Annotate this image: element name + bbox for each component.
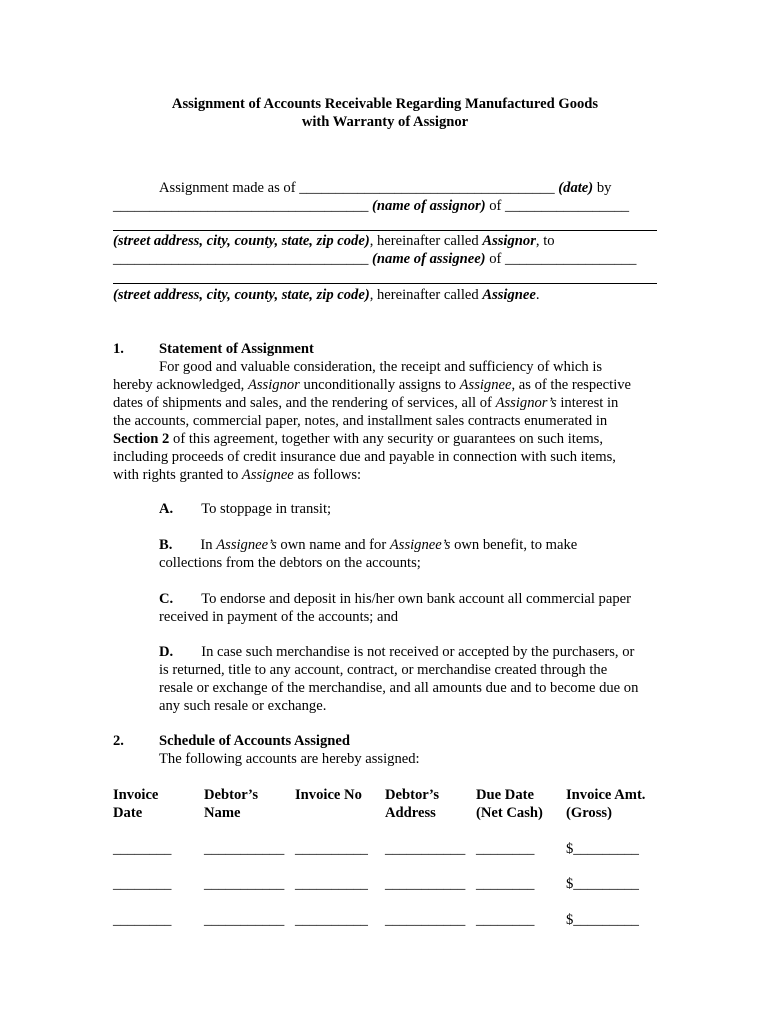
hereinafter-text: , hereinafter called xyxy=(369,233,479,249)
blank-invoice-date[interactable]: ________ xyxy=(113,912,172,928)
blank-debtor-address[interactable]: ___________ xyxy=(385,912,466,928)
s1-line-2: hereby acknowledged, Assignor unconditionally assigns to Assignee, as of the respective xyxy=(113,377,632,393)
to-text: , to xyxy=(535,233,555,249)
section-1-number: 1. xyxy=(113,341,124,357)
assignee-name-blank[interactable]: ___________________________________ xyxy=(113,251,369,267)
col-header-invoice-date: Invoice Date xyxy=(113,787,159,821)
col-header-debtor-name: Debtor’s Name xyxy=(204,787,259,821)
intro-line-4 xyxy=(113,250,636,268)
title-line-1: Assignment of Accounts Receivable Regarding Manufactured Goods xyxy=(171,96,599,112)
made-as-of-text: Assignment made as of xyxy=(159,180,296,196)
assignor-address-label: (street address, city, county, state, zip code) xyxy=(113,233,370,249)
intro-line-5 xyxy=(113,286,540,304)
s1-line-6: including proceeds of credit insurance due and payable in connection with such items, xyxy=(113,449,616,465)
blank-debtor-name[interactable]: ___________ xyxy=(204,841,285,857)
period: . xyxy=(535,287,540,303)
assignor-name-blank[interactable]: ___________________________________ xyxy=(113,198,369,214)
assignee-address-blank-1[interactable]: __________________ xyxy=(505,251,637,267)
item-b: B. In Assignee’s own name and for Assignee’s own benefit, to make collections from the debtors on the accounts; xyxy=(159,536,659,572)
blank-invoice-amt[interactable]: $_________ xyxy=(566,841,639,857)
item-d: D. In case such merchandise is not received or accepted by the purchasers, or is returned, title to any account, contract, or merchandise created through the resale or exchange of the merchandise, and all amounts due and to become due on any such resale or exchange. xyxy=(159,643,659,715)
title-line-2: with Warranty of Assignor xyxy=(301,114,469,130)
intro-line-1 xyxy=(159,179,611,197)
blank-invoice-date[interactable]: ________ xyxy=(113,841,172,857)
item-a-letter: A. xyxy=(159,501,174,517)
col-header-invoice-amt: Invoice Amt. (Gross) xyxy=(566,787,646,821)
s1-line-3: dates of shipments and sales, and the rendering of services, all of Assignor’s interest in xyxy=(113,395,619,411)
s1-line-1: For good and valuable consideration, the receipt and sufficiency of which is xyxy=(159,359,603,375)
intro-line-2 xyxy=(113,197,629,215)
blank-invoice-amt[interactable]: $_________ xyxy=(566,912,639,928)
assignee-address-rule[interactable] xyxy=(113,283,657,284)
date-label: (date) xyxy=(558,180,594,196)
section-1-body xyxy=(113,358,658,484)
blank-invoice-no[interactable]: __________ xyxy=(295,876,368,892)
blank-invoice-no[interactable]: __________ xyxy=(295,841,368,857)
item-d-text-4: any such resale or exchange. xyxy=(159,698,327,714)
item-b-letter: B. xyxy=(159,537,173,553)
section-1-heading: Statement of Assignment xyxy=(159,341,314,357)
assignee-address-label: (street address, city, county, state, zip code) xyxy=(113,287,370,303)
blank-due-date[interactable]: ________ xyxy=(476,912,535,928)
item-a-text: To stoppage in transit; xyxy=(201,501,332,517)
of-text-2: of xyxy=(489,251,502,267)
blank-due-date[interactable]: ________ xyxy=(476,876,535,892)
item-c-letter: C. xyxy=(159,591,174,607)
s1-line-7: with rights granted to Assignee as follows: xyxy=(113,467,362,483)
blank-due-date[interactable]: ________ xyxy=(476,841,535,857)
s1-line-5: Section 2 of this agreement, together with any security or guarantees on such items, xyxy=(113,431,603,447)
item-b-text-2: collections from the debtors on the accounts; xyxy=(159,555,421,571)
assignor-term: Assignor xyxy=(482,233,536,249)
col-header-debtor-address: Debtor’s Address xyxy=(385,787,440,821)
item-d-letter: D. xyxy=(159,644,174,660)
item-d-text-3: resale or exchange of the merchandise, and all amounts due and to become due on xyxy=(159,680,639,696)
blank-invoice-date[interactable]: ________ xyxy=(113,876,172,892)
date-blank[interactable]: ___________________________________ xyxy=(299,180,555,196)
item-c: C. To endorse and deposit in his/her own bank account all commercial paper received in payment of the accounts; and xyxy=(159,590,659,626)
section-2-heading: Schedule of Accounts Assigned xyxy=(159,733,350,749)
document-title xyxy=(0,95,770,131)
s1-line-4: the accounts, commercial paper, notes, and installment sales contracts enumerated in xyxy=(113,413,608,429)
blank-debtor-name[interactable]: ___________ xyxy=(204,912,285,928)
blank-debtor-address[interactable]: ___________ xyxy=(385,876,466,892)
section-2-intro: The following accounts are hereby assigned: xyxy=(159,751,420,767)
blank-invoice-amt[interactable]: $_________ xyxy=(566,876,639,892)
blank-debtor-name[interactable]: ___________ xyxy=(204,876,285,892)
assignor-name-label: (name of assignor) xyxy=(372,198,486,214)
col-header-invoice-no: Invoice No xyxy=(295,787,362,803)
assignor-address-rule[interactable] xyxy=(113,230,657,231)
col-header-due-date: Due Date (Net Cash) xyxy=(476,787,543,821)
blank-invoice-no[interactable]: __________ xyxy=(295,912,368,928)
assignee-term: Assignee xyxy=(482,287,536,303)
assignee-name-label: (name of assignee) xyxy=(372,251,486,267)
hereinafter-text-2: , hereinafter called xyxy=(369,287,479,303)
assignor-address-blank-1[interactable]: _________________ xyxy=(505,198,630,214)
item-a xyxy=(159,500,659,518)
intro-line-3 xyxy=(113,232,555,250)
by-text: by xyxy=(596,180,612,196)
blank-debtor-address[interactable]: ___________ xyxy=(385,841,466,857)
item-d-text-2: is returned, title to any account, contract, or merchandise created through the xyxy=(159,662,608,678)
item-c-text-2: received in payment of the accounts; and xyxy=(159,609,399,625)
section-2-number: 2. xyxy=(113,733,124,749)
of-text: of xyxy=(489,198,502,214)
